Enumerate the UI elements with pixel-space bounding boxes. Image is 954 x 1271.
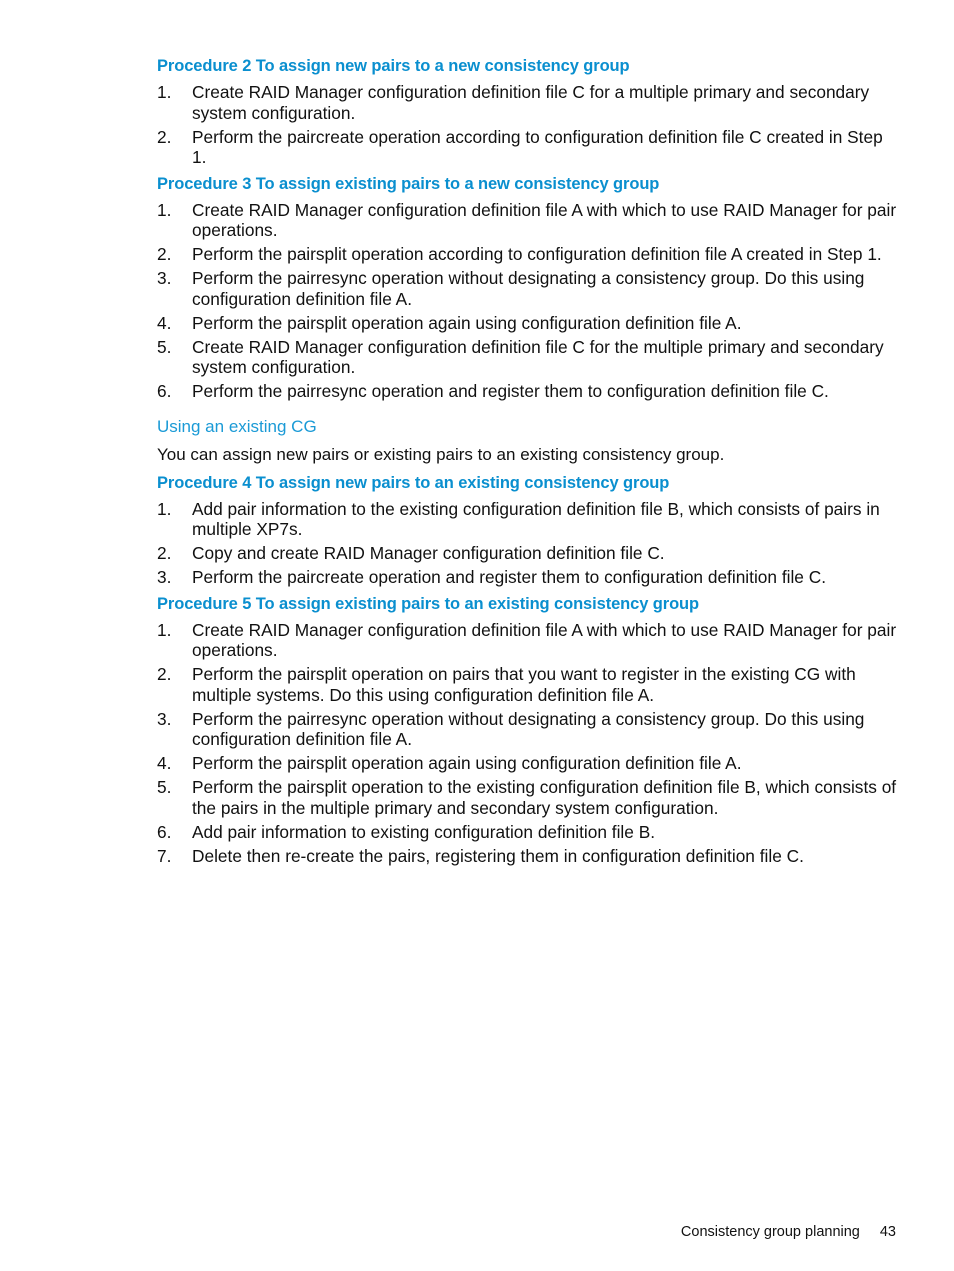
procedure-2-steps [157, 82, 899, 168]
step-text: Perform the pairsplit operation according to configuration definition file A created in Step 1. [192, 244, 882, 264]
step-text: Create RAID Manager configuration definition file C for the multiple primary and secondary system configuration. [192, 336, 884, 377]
step-text: Perform the pairsplit operation again using configuration definition file A. [192, 312, 742, 333]
step-text: Create RAID Manager configuration definition file A with which to use RAID Manager for pair operations. [192, 619, 897, 660]
step-text: Add pair information to existing configuration definition file B. [192, 821, 656, 842]
procedure-5-steps [157, 620, 899, 867]
step-text: Add pair information to the existing configuration definition file B, which consists of pairs in multiple XP7s. [192, 498, 880, 539]
list-item: 5. Perform the pairsplit operation to the existing configuration definition file B, which consists of the pairs in the multiple primary and secondary system configuration. [157, 777, 897, 818]
list-item: 4. Perform the pairsplit operation again using configuration definition file A. [157, 753, 742, 773]
list-item: 3. Perform the pairresync operation without designating a consistency group. Do this using configuration definition file A. [157, 708, 865, 749]
list-item: 2. Copy and create RAID Manager configuration definition file C. [157, 543, 665, 563]
list-item: 4. Perform the pairsplit operation again using configuration definition file A. [157, 312, 742, 333]
list-item: 3. Perform the pairresync operation without designating a consistency group. Do this using configuration definition file A. [157, 268, 865, 309]
list-item: 2. Perform the pairsplit operation on pairs that you want to register in the existing CG with multiple systems. Do this using configuration definition file A. [157, 664, 856, 705]
step-text: Perform the pairsplit operation on pairs that you want to register in the existing CG with multiple systems. Do this using configuration definition file A. [192, 664, 856, 705]
procedure-3-steps [157, 200, 899, 402]
list-item: 2. Perform the pairsplit operation according to configuration definition file A created in Step 1. [157, 244, 882, 264]
list-item: 6. Add pair information to existing configuration definition file B. [157, 821, 656, 842]
list-item: 3. Perform the paircreate operation and register them to configuration definition file C. [157, 567, 826, 587]
procedure-3-title: Procedure 3 To assign existing pairs to a new consistency group [157, 174, 660, 193]
page-content [157, 55, 899, 871]
list-item: 2. Perform the paircreate operation according to configuration definition file C created in Step 1. [157, 126, 883, 167]
list-item: 6. Perform the pairresync operation and register them to configuration definition file C. [157, 381, 829, 401]
list-item: 1. Create RAID Manager configuration definition file A with which to use RAID Manager for pair operations. [157, 619, 897, 660]
procedure-4-title: Procedure 4 To assign new pairs to an existing consistency group [157, 473, 670, 492]
step-text: Create RAID Manager configuration definition file C for a multiple primary and secondary system configuration. [192, 82, 870, 123]
list-item: 5. Create RAID Manager configuration definition file C for the multiple primary and secondary system configuration. [157, 336, 884, 377]
procedure-4-steps [157, 499, 899, 588]
footer-section-name: Consistency group planning [680, 1224, 860, 1240]
step-text: Create RAID Manager configuration definition file A with which to use RAID Manager for pair operations. [192, 199, 897, 240]
list-item: 7. Delete then re-create the pairs, registering them in configuration definition file C. [157, 845, 804, 866]
list-item: 1. Create RAID Manager configuration definition file A with which to use RAID Manager for pair operations. [157, 199, 897, 240]
procedure-2-title: Procedure 2 To assign new pairs to a new consistency group [157, 57, 630, 75]
list-item: 1. Create RAID Manager configuration definition file C for a multiple primary and secondary system configuration. [157, 82, 870, 123]
page-number: 43 [879, 1224, 896, 1240]
step-text: Perform the pairresync operation and register them to configuration definition file C. [192, 381, 829, 401]
list-item: 1. Add pair information to the existing configuration definition file B, which consists of pairs in multiple XP7s. [157, 498, 880, 539]
step-text: Perform the pairresync operation without designating a consistency group. Do this using configuration definition file A. [192, 708, 865, 749]
step-text: Perform the pairresync operation without designating a consistency group. Do this using configuration definition file A. [192, 268, 865, 309]
page-footer [681, 1222, 896, 1242]
step-text: Copy and create RAID Manager configuration definition file C. [192, 543, 665, 563]
step-text: Perform the paircreate operation according to configuration definition file C created in Step 1. [192, 126, 883, 167]
section-intro-paragraph: You can assign new pairs or existing pairs to an existing consistency group. [157, 444, 725, 464]
step-text: Perform the pairsplit operation to the existing configuration definition file B, which consists of the pairs in the multiple primary and secondary system configuration. [192, 777, 897, 818]
step-text: Perform the paircreate operation and register them to configuration definition file C. [192, 567, 826, 587]
section-heading-using-existing-cg: Using an existing CG [157, 416, 317, 436]
step-text: Perform the pairsplit operation again using configuration definition file A. [192, 753, 742, 773]
step-text: Delete then re-create the pairs, registering them in configuration definition file C. [192, 845, 804, 866]
procedure-5-title: Procedure 5 To assign existing pairs to an existing consistency group [157, 594, 700, 613]
